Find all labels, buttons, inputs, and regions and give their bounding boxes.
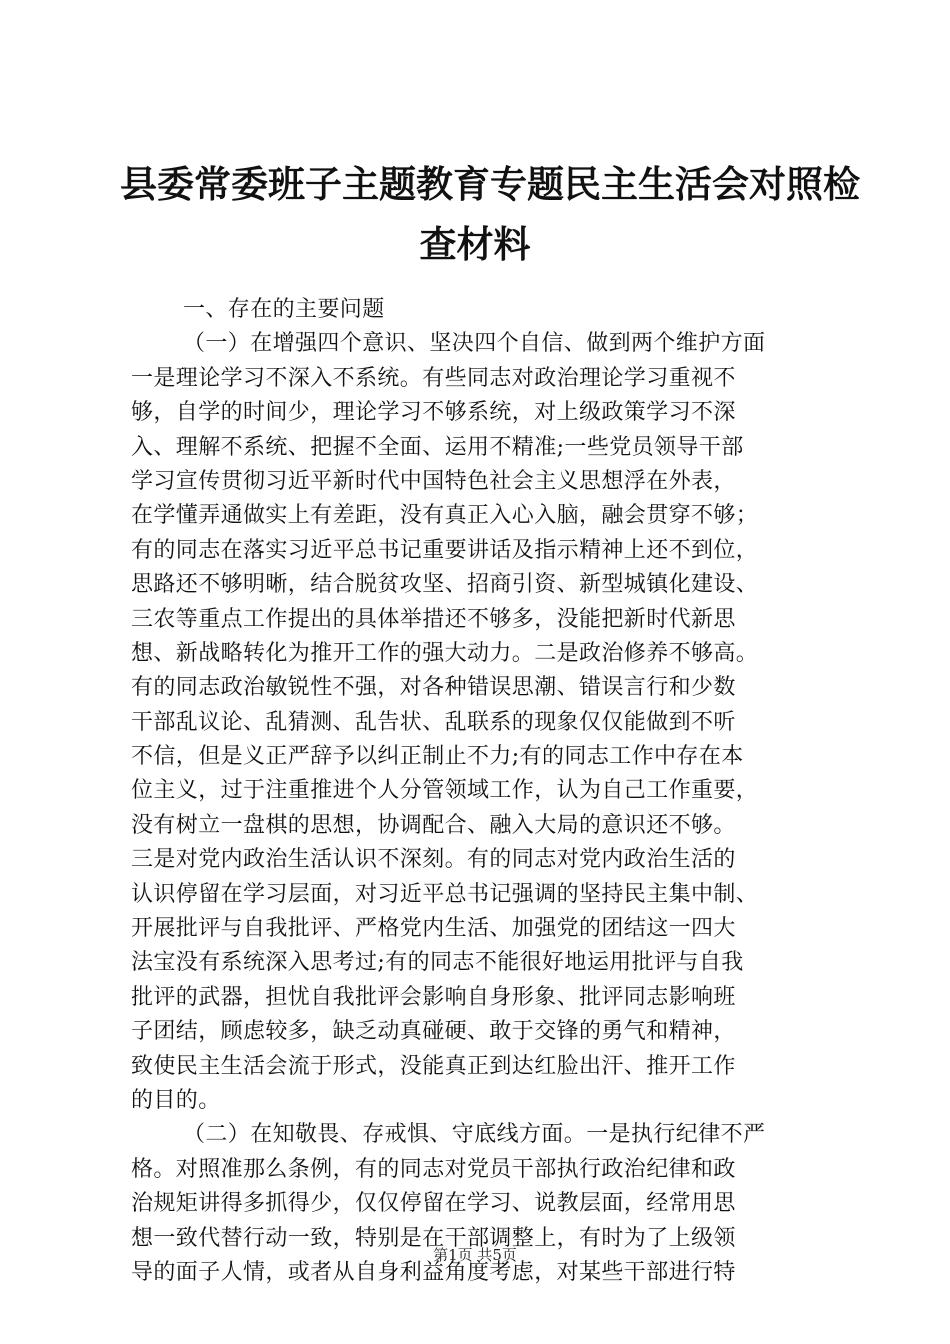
body-text-line: 批评的武器，担忧自我批评会影响自身形象、批评同志影响班: [131, 984, 736, 1010]
body-text-line: （一）在增强四个意识、坚决四个自信、做到两个维护方面: [183, 331, 766, 357]
body-text-line: 子团结，顾虑较多，缺乏动真碰硬、敢于交锋的勇气和精神，: [131, 1019, 736, 1045]
body-text-line: 思路还不够明晰，结合脱贫攻坚、招商引资、新型城镇化建设、: [131, 572, 759, 598]
body-text-line: 三农等重点工作提出的具体举措还不够多，没能把新时代新思: [131, 606, 736, 632]
body-text-line: 开展批评与自我批评、严格党内生活、加强党的团结这一四大: [131, 916, 736, 942]
body-text-line: 够，自学的时间少，理论学习不够系统，对上级政策学习不深: [131, 400, 736, 426]
document-title-line-1: 县委常委班子主题教育专题民主生活会对照检: [120, 162, 860, 206]
body-text-line: 一、存在的主要问题: [183, 297, 385, 322]
body-text-line: 格。对照准那么条例，有的同志对党员干部执行政治纪律和政: [131, 1156, 736, 1182]
document-body: [131, 293, 831, 1290]
body-text-line: 不信，但是义正严辞予以纠正制止不力;有的同志工作中存在本: [131, 744, 744, 770]
document-title-line-2: 查材料: [419, 222, 531, 266]
body-text-line: 认识停留在学习层面，对习近平总书记强调的坚持民主集中制、: [131, 881, 759, 907]
body-text-line: （二）在知敬畏、存戒惧、守底线方面。一是执行纪律不严: [183, 1122, 766, 1148]
body-text-line: 致使民主生活会流于形式，没能真正到达红脸出汗、推开工作: [131, 1053, 736, 1079]
body-text-line: 治规矩讲得多抓得少，仅仅停留在学习、说教层面，经常用思: [131, 1191, 736, 1217]
body-text-line: 法宝没有系统深入思考过;有的同志不能很好地运用批评与自我: [131, 950, 744, 976]
body-text-line: 入、理解不系统、把握不全面、运用不精准;一些党员领导干部: [131, 434, 744, 460]
body-text-line: 没有树立一盘棋的思想，协调配合、融入大局的意识还不够。: [131, 812, 736, 838]
page-footer: 第1页 共5页: [433, 1246, 517, 1264]
body-text-line: 三是对党内政治生活认识不深刻。有的同志对党内政治生活的: [131, 847, 736, 873]
body-text-line: 有的同志在落实习近平总书记重要讲话及指示精神上还不到位，: [131, 537, 759, 563]
body-text-line: 想、新战略转化为推开工作的强大动力。二是政治修养不够高。: [131, 640, 759, 666]
body-text-line: 想一致代替行动一致，特别是在干部调整上，有时为了上级领: [131, 1225, 736, 1251]
body-text-line: 在学懂弄通做实上有差距，没有真正入心入脑，融会贯穿不够；: [131, 503, 759, 529]
body-text-line: 一是理论学习不深入不系统。有些同志对政治理论学习重视不: [131, 365, 736, 391]
body-text-line: 位主义，过于注重推进个人分管领域工作，认为自己工作重要，: [131, 778, 759, 804]
body-text-line: 有的同志政治敏锐性不强，对各种错误思潮、错误言行和少数: [131, 675, 736, 701]
body-text-line: 导的面子人情，或者从自身利益角度考虑，对某些干部进行特: [131, 1259, 736, 1285]
body-text-line: 学习宣传贯彻习近平新时代中国特色社会主义思想浮在外表，: [131, 468, 736, 494]
body-text-line: 的目的。: [131, 1087, 221, 1113]
body-text-line: 干部乱议论、乱猜测、乱告状、乱联系的现象仅仅能做到不听: [131, 709, 736, 735]
